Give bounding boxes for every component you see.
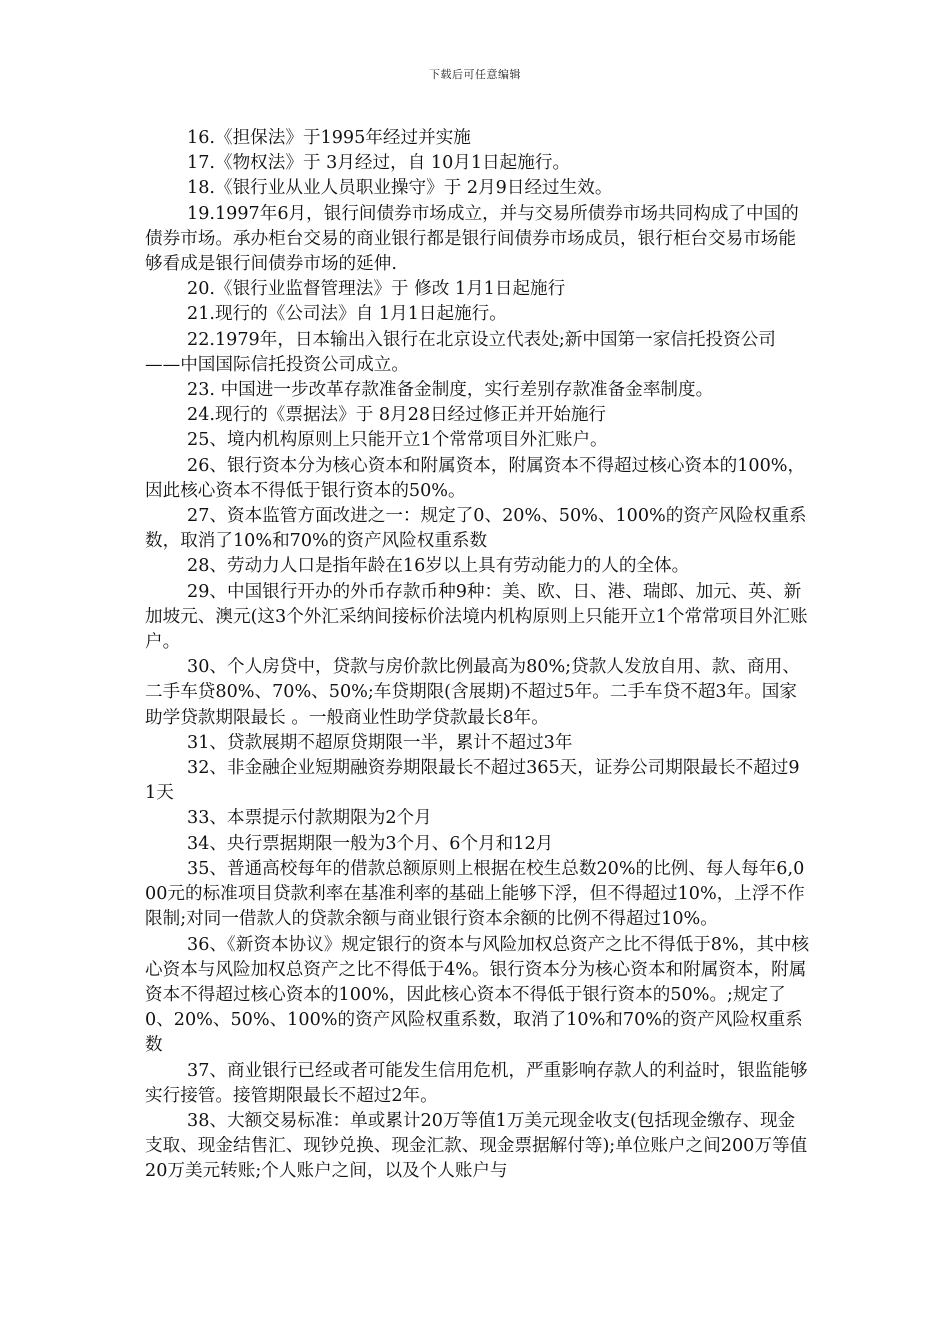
document-body xyxy=(145,126,810,1185)
paragraph-36: 36、《新资本协议》规定银行的资本与风险加权总资产之比不得低于8%，其中核心资本与风险加权总资产之比不得低于4%。银行资本分为核心资本和附属资本，附属资本不得超过核心资本的100%，因此核心资本不得低于银行资本的50%。;规定了0、20%、50%、100%的资产风险权重系数，取消了10%和70%的资产风险权重系数 xyxy=(145,934,810,1056)
paragraph-31: 31、贷款展期不超原贷期限一半，累计不超过3年 xyxy=(187,732,573,753)
paragraph-16: 16.《担保法》于1995年经过并实施 xyxy=(187,128,471,148)
paragraph-30: 30、个人房贷中，贷款与房价款比例最高为80%;贷款人发放自用、款、商用、二手车贷80%、70%、50%;车贷期限(含展期)不超过5年。二手车贷不超3年。国家助学贷款期限最长 。一般商业性助学贷款最长8年。 xyxy=(145,657,800,728)
paragraph-25: 25、境内机构原则上只能开立1个常常项目外汇账户。 xyxy=(187,430,608,451)
paragraph-37: 37、商业银行已经或者可能发生信用危机，严重影响存款人的利益时，银监能够实行接管。接管期限最长不超过2年。 xyxy=(145,1060,808,1106)
paragraph-28: 28、劳动力人口是指年龄在16岁以上具有劳动能力的人的全体。 xyxy=(187,556,690,577)
paragraph-19: 19.1997年6月，银行间债券市场成立，并与交易所债券市场共同构成了中国的债券市场。承办柜台交易的商业银行都是银行间债券市场成员，银行柜台交易市场能够看成是银行间债券市场的延伸. xyxy=(145,203,799,275)
paragraph-35: 35、普通高校每年的借款总额原则上根据在校生总数20%的比例、每人每年6,000元的标准项目贷款利率在基准利率的基础上能够下浮，但不得超过10%，上浮不作限制;对同一借款人的贷款余额与商业银行资本余额的比例不得超过10%。 xyxy=(145,858,805,930)
paragraph-24: 24.现行的《票据法》于 8月28日经过修正并开始施行 xyxy=(187,405,607,426)
paragraph-22: 22.1979年，日本输出入银行在北京设立代表处;新中国第一家信托投资公司——中国国际信托投资公司成立。 xyxy=(145,329,776,375)
paragraph-29: 29、中国银行开办的外币存款币种9种：美、欧、日、港、瑞郎、加元、英、新加坡元、澳元(这3个外汇采纳间接标价法境内机构原则上只能开立1个常常项目外汇账户。 xyxy=(145,581,808,653)
paragraph-17: 17.《物权法》于 3月经过，自 10月1日起施行。 xyxy=(187,153,571,174)
paragraph-23: 23. 中国进一步改革存款准备金制度，实行差别存款准备金率制度。 xyxy=(187,380,714,401)
paragraph-27: 27、资本监管方面改进之一：规定了0、20%、50%、100%的资产风险权重系数，取消了10%和70%的资产风险权重系数 xyxy=(145,506,807,552)
paragraph-34: 34、央行票据期限一般为3个月、6个月和12月 xyxy=(187,833,554,854)
paragraph-26: 26、银行资本分为核心资本和附属资本，附属资本不得超过核心资本的100%，因此核心资本不得低于银行资本的50%。 xyxy=(145,455,806,501)
paragraph-21: 21.现行的《公司法》自 1月1日起施行。 xyxy=(187,304,507,325)
paragraph-32: 32、非金融企业短期融资券期限最长不超过365天，证券公司期限最长不超过91天 xyxy=(145,758,800,804)
paragraph-38: 38、大额交易标准：单或累计20万等值1万美元现金收支(包括现金缴存、现金支取、现金结售汇、现钞兑换、现金汇款、现金票据解付等);单位账户之间200万等值20万美元转账;个人账户之间，以及个人账户与 xyxy=(145,1110,808,1182)
page-header: 下载后可任意编辑 xyxy=(429,68,521,81)
paragraph-33: 33、本票提示付款期限为2个月 xyxy=(187,808,432,829)
paragraph-18: 18.《银行业从业人员职业操守》于 2月9日经过生效。 xyxy=(187,178,613,199)
paragraph-20: 20.《银行业监督管理法》于 修改 1月1日起施行 xyxy=(187,279,566,300)
